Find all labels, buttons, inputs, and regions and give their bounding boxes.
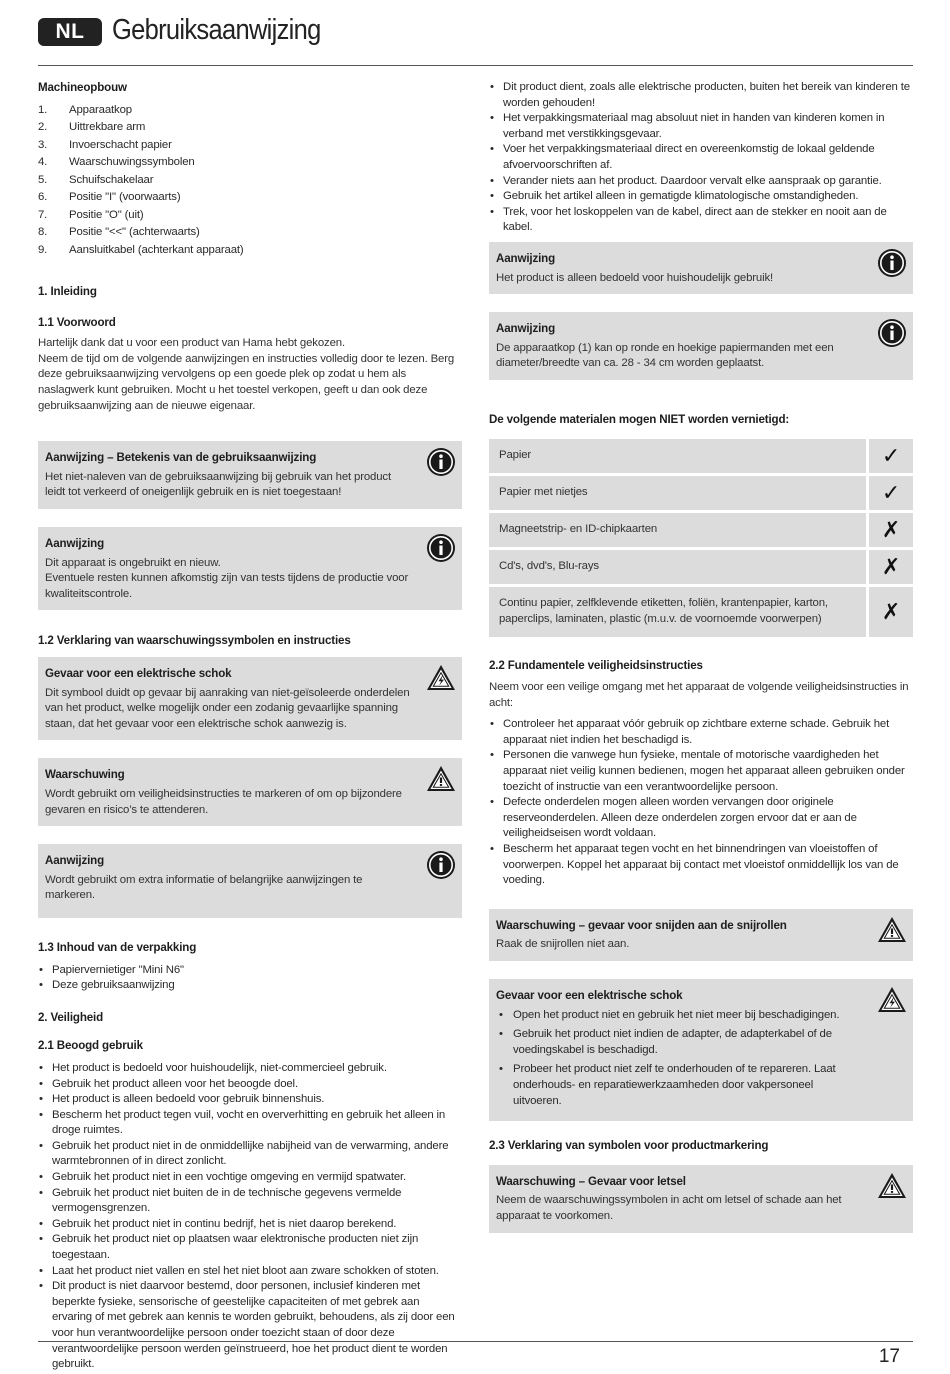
- notice-body: Neem de waarschuwingssymbolen in acht om letsel of schade aan het apparaat te voorkomen.: [496, 1194, 842, 1222]
- notice-body: Dit apparaat is ongebruikt en nieuw.: [45, 556, 221, 569]
- list-item: • Controleer het apparaat vóór gebruik op zichtbare externe schade. Gebruik het apparaat niet indien het beschadigd is.: [489, 717, 913, 748]
- list-item: • Trek, voor het loskoppelen van de kabel, direct aan de stekker en nooit aan de kabel.: [489, 205, 913, 236]
- list-item: [38, 172, 462, 190]
- warning-icon: [877, 1171, 907, 1201]
- intended-use-list: [38, 1061, 462, 1373]
- notice-title: Gevaar voor een elektrische schok: [45, 667, 232, 680]
- cross-mark-icon: ✗: [866, 513, 913, 547]
- notice-title: Aanwijzing: [496, 322, 556, 336]
- list-item: • Gebruik het product niet in een vochtige omgeving en vermijd spatwater.: [38, 1170, 462, 1186]
- item-number: 4.: [38, 156, 48, 169]
- material-label: Cd's, dvd's, Blu-rays: [489, 550, 866, 584]
- notice-body: De apparaatkop (1) kan op ronde en hoekige papiermanden met een diameter/breedte van ca. 28 - 34 cm worden geplaatst.: [496, 341, 834, 370]
- list-item: • Het product is bedoeld voor huishoudelijk, niet-commercieel gebruik.: [38, 1061, 462, 1077]
- item-label: Positie "<<" (achterwaarts): [69, 226, 200, 239]
- notice-box: [489, 312, 913, 380]
- notice-box: [38, 844, 462, 918]
- safety-instructions-list: [489, 717, 913, 889]
- list-item: • Open het product niet en gebruik het niet meer bij beschadigingen.: [496, 1008, 863, 1024]
- list-item: • Voer het verpakkingsmateriaal direct en overeenkomstig de lokaal geldende afvoervoorschriften af.: [489, 142, 913, 173]
- page-header: [38, 14, 913, 66]
- notice-box: [489, 242, 913, 294]
- list-item: [38, 224, 462, 242]
- warning-icon: [426, 764, 456, 794]
- list-item: • Laat het product niet vallen en stel het niet bloot aan zware schokken of stoten.: [38, 1264, 462, 1280]
- section-heading: 1.3 Inhoud van de verpakking: [38, 940, 197, 954]
- item-label: Invoerschacht papier: [69, 138, 172, 151]
- info-icon: [426, 850, 456, 880]
- notice-body: Dit symbool duidt op gevaar bij aanraking van niet-geïsoleerde onderdelen van het product, welke mogelijk onder een zodanig gevaarlijke spanning staan, dat het gevaar voor een elektrische schok aanwezig is.: [45, 686, 410, 730]
- cross-mark-icon: ✗: [866, 587, 913, 637]
- notice-box: [489, 909, 913, 961]
- item-label: Aansluitkabel (achterkant apparaat): [69, 243, 244, 256]
- list-item: • Dit product dient, zoals alle elektrische producten, buiten het bereik van kinderen te worden gehouden!: [489, 80, 913, 111]
- list-item: • Het product is alleen bedoeld voor gebruik binnenshuis.: [38, 1092, 462, 1108]
- section-heading: 1. Inleiding: [38, 285, 97, 299]
- table-row: [489, 587, 913, 637]
- paragraph: Neem de tijd om de volgende aanwijzingen en instructies volledig door te lezen. Berg deze gebruiksaanwijzing vervolgens op een goede plek op zodat u hem als naslagwerk kunt gebruiken. Mocht u het toestel verkopen, geeft u dan ook deze gebruiksaanwijzing aan de nieuwe eigenaar.: [38, 352, 455, 412]
- item-number: 9.: [38, 243, 48, 256]
- item-number: 1.: [38, 103, 48, 116]
- info-icon: [426, 447, 456, 477]
- table-row: [489, 513, 913, 547]
- list-item: • Gebruik het product niet in continu bedrijf, het is niet daarop berekend.: [38, 1217, 462, 1233]
- material-label: Papier: [489, 439, 866, 473]
- list-item: [38, 189, 462, 207]
- list-item: • Verander niets aan het product. Daardoor vervalt elke aanspraak op garantie.: [489, 174, 913, 190]
- check-mark-icon: ✓: [866, 439, 913, 473]
- item-number: 3.: [38, 138, 48, 151]
- item-number: 5.: [38, 173, 48, 186]
- list-item: [38, 242, 462, 260]
- list-item: • Gebruik het product niet op plaatsen waar elektronische producten niet zijn toegestaan.: [38, 1232, 462, 1263]
- table-row: [489, 476, 913, 510]
- list-item: • Probeer het product niet zelf te onderhouden of te repareren. Laat onderhouds- en reparatiewerkzaamheden door vakpersoneel uitvoeren.: [496, 1062, 863, 1109]
- cross-mark-icon: ✗: [866, 550, 913, 584]
- notice-body: Wordt gebruikt om extra informatie of belangrijke aanwijzingen te markeren.: [45, 873, 363, 902]
- section-heading: 1.2 Verklaring van waarschuwingssymbolen en instructies: [38, 634, 351, 648]
- notice-body: Het product is alleen bedoeld voor huishoudelijk gebruik!: [496, 271, 774, 284]
- list-item: • Bescherm het product tegen vuil, vocht en oververhitting en gebruik het alleen in droge ruimtes.: [38, 1108, 462, 1139]
- list-item: • Bescherm het apparaat tegen vocht en het binnendringen van vloeistoffen of voorwerpen. Koppel het apparaat bij contact met vloeistof onmiddellijk los van de voeding.: [489, 842, 913, 889]
- warning-icon: [877, 915, 907, 945]
- list-item: • Gebruik het product niet in de onmiddellijke nabijheid van de verwarming, andere warmtebronnen of in direct zonlicht.: [38, 1139, 462, 1170]
- item-number: 8.: [38, 226, 48, 239]
- notice-box: [38, 657, 462, 740]
- notice-box: [489, 1165, 913, 1233]
- notice-title: Aanwijzing: [496, 251, 556, 265]
- item-label: Positie "O" (uit): [69, 208, 144, 221]
- parts-heading: Machineopbouw: [38, 81, 127, 94]
- notice-title: Waarschuwing: [45, 768, 125, 782]
- notice-box: [38, 527, 462, 610]
- notice-body: Het niet-naleven van de gebruiksaanwijzing bij gebruik van het product leidt tot verkeerd of oneigenlijk gebruik en is niet toegestaan!: [45, 470, 391, 499]
- list-item: • Papiervernietiger "Mini N6": [38, 963, 462, 979]
- table-row: [489, 439, 913, 473]
- item-label: Apparaatkop: [69, 103, 132, 116]
- info-icon: [426, 533, 456, 563]
- notice-body: Wordt gebruikt om veiligheidsinstructies te markeren of om op bijzondere gevaren en risico’s te attenderen.: [45, 787, 402, 816]
- notice-title: Aanwijzing: [45, 854, 105, 868]
- materials-table: [489, 436, 913, 640]
- package-contents-list: [38, 963, 462, 994]
- notice-title: Waarschuwing – gevaar voor snijden aan de snijrollen: [496, 918, 787, 932]
- item-number: 7.: [38, 208, 48, 221]
- info-icon: [877, 318, 907, 348]
- item-label: Uittrekbare arm: [69, 121, 146, 134]
- notice-title: Waarschuwing – Gevaar voor letsel: [496, 1174, 686, 1188]
- language-badge: NL: [38, 18, 102, 46]
- section-heading: 2.1 Beoogd gebruik: [38, 1039, 143, 1053]
- list-item: • Gebruik het product niet indien de adapter, de adapterkabel of de voedingskabel is beschadigd.: [496, 1027, 863, 1058]
- list-item: • Gebruik het product niet buiten de in de technische gegevens vermelde vermogensgrenzen.: [38, 1186, 462, 1217]
- list-item: • Dit product is niet daarvoor bestemd, door personen, inclusief kinderen met beperkte fysieke, sensorische of geestelijke capaciteiten of met gebrek aan ervaring of met gebrek aan kennis te worden gebruikt, behoudens, als zij door een voor hun verantwoordelijke persoon onder toezicht staan of door deze verantwoordelijke persoon werden geïnstrueerd, hoe het product dient te worden gebruikt.: [38, 1279, 462, 1373]
- parts-list: [38, 102, 462, 260]
- notice-box: [489, 979, 913, 1121]
- list-item: [38, 207, 462, 225]
- page-number: 17: [878, 1346, 900, 1367]
- section-heading: 1.1 Voorwoord: [38, 315, 116, 329]
- notice-body: Eventuele resten kunnen afkomstig zijn van tests tijdens de productie voor kwaliteitscontrole.: [45, 572, 409, 600]
- page-title: Gebruiksaanwijzing: [112, 14, 321, 46]
- notice-box: [38, 441, 462, 509]
- list-item: • Het verpakkingsmateriaal mag absoluut niet in handen van kinderen komen in verband met verstikkingsgevaar.: [489, 111, 913, 142]
- list-item: [38, 154, 462, 172]
- list-item: [38, 102, 462, 120]
- notice-title: Gevaar voor een elektrische schok: [496, 989, 683, 1002]
- materials-heading: De volgende materialen mogen NIET worden vernietigd:: [489, 412, 790, 426]
- paragraph: Hartelijk dank dat u voor een product van Hama hebt gekozen.: [38, 337, 345, 350]
- list-item: [38, 119, 462, 137]
- item-number: 2.: [38, 121, 48, 134]
- paragraph: Neem voor een veilige omgang met het apparaat de volgende veiligheidsinstructies in acht:: [489, 681, 909, 709]
- section-heading: 2.3 Verklaring van symbolen voor productmarkering: [489, 1139, 769, 1153]
- electric-shock-icon: [426, 663, 456, 693]
- notice-body: Raak de snijrollen niet aan.: [496, 938, 630, 951]
- notice-title: Aanwijzing: [45, 537, 105, 551]
- table-row: [489, 550, 913, 584]
- list-item: • Defecte onderdelen mogen alleen worden vervangen door originele reserveonderdelen. Alleen deze onderdelen zorgen ervoor dat er aan de veiligheidseisen wordt voldaan.: [489, 795, 913, 842]
- item-label: Positie "I" (voorwaarts): [69, 191, 181, 204]
- left-column: [38, 80, 462, 1373]
- item-number: 6.: [38, 191, 48, 204]
- footer-divider: [38, 1341, 913, 1342]
- check-mark-icon: ✓: [866, 476, 913, 510]
- intended-use-list-continued: [489, 80, 913, 236]
- item-label: Waarschuwingssymbolen: [69, 156, 195, 169]
- notice-box: [38, 758, 462, 826]
- right-column: [489, 80, 913, 1233]
- list-item: • Gebruik het product alleen voor het beoogde doel.: [38, 1077, 462, 1093]
- notice-list: [496, 1008, 863, 1110]
- list-item: • Deze gebruiksaanwijzing: [38, 978, 462, 994]
- section-heading: 2. Veiligheid: [38, 1010, 104, 1024]
- material-label: Continu papier, zelfklevende etiketten, foliën, krantenpapier, karton, paperclips, laminaten, plastic (m.u.v. de voornoemde voorwerpen): [489, 587, 866, 637]
- section-heading: 2.2 Fundamentele veiligheidsinstructies: [489, 658, 703, 672]
- item-label: Schuifschakelaar: [69, 173, 154, 186]
- list-item: [38, 137, 462, 155]
- list-item: • Personen die vanwege hun fysieke, mentale of motorische vaardigheden het apparaat niet veilig kunnen bedienen, mogen het apparaat alleen gebruiken onder toezicht of instructie van een verantwoordelijke persoon.: [489, 748, 913, 795]
- info-icon: [877, 248, 907, 278]
- electric-shock-icon: [877, 985, 907, 1015]
- material-label: Papier met nietjes: [489, 476, 866, 510]
- material-label: Magneetstrip- en ID-chipkaarten: [489, 513, 866, 547]
- notice-title: Aanwijzing – Betekenis van de gebruiksaanwijzing: [45, 451, 317, 465]
- list-item: • Gebruik het artikel alleen in gematigde klimatologische omstandigheden.: [489, 189, 913, 205]
